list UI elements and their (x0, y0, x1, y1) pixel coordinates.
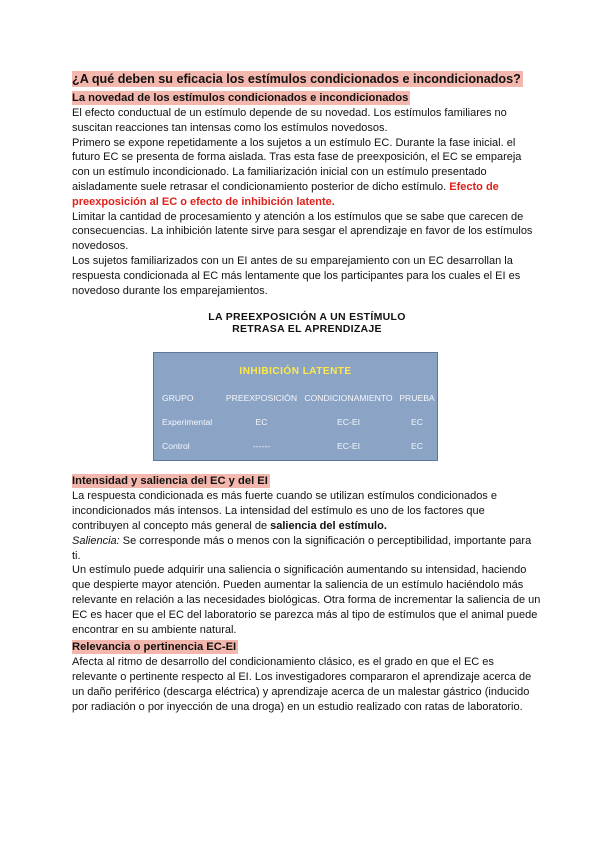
section-heading-novedad: La novedad de los estímulos condicionados e incondicionados (72, 92, 409, 104)
table-cell: Experimental (162, 417, 213, 428)
paragraph: Limitar la cantidad de procesamiento y atención a los estímulos que se sabe que carecen de consecuencias. La inhibición latente sirve para sesgar el aprendizaje en favor de los estímulos novedosos. (72, 210, 533, 253)
paragraph-text: Se corresponde más o menos con la significación o perceptibilidad, importante para ti. (72, 534, 532, 562)
highlighted-term: Efecto de preexposición al EC o efecto de inhibición latente. (72, 180, 499, 208)
table-header: CONDICIONAMIENTO (304, 393, 393, 404)
paragraph: Afecta al ritmo de desarrollo del condicionamiento clásico, es el grado en que el EC es relevante o pertinente respecto al EI. Los investigadores compararon el aprendizaje acerca de un daño periférico (descarga eléctrica) y aprendizaje acerca de un malestar gástrico (inducido por radiación o por inyección de una droga) en un estudio realizado con ratas de laboratorio. (72, 656, 532, 713)
paragraph (72, 534, 542, 564)
figure-title (72, 311, 542, 335)
section-heading-intensidad: Intensidad y saliencia del EC y del EI (72, 475, 268, 488)
paragraph-text: La respuesta condicionada es más fuerte cuando se utilizan estímulos condicionados e incondicionados más intensos. La intensidad del estímulo es uno de los factores que contribuyen al concepto más general de (72, 490, 497, 532)
paragraph (72, 136, 542, 210)
document-title: ¿A qué deben su eficacia los estímulos condicionados e incondicionados? (72, 72, 521, 86)
table-cell: EC (411, 441, 423, 452)
table-header: PRUEBA (399, 393, 435, 404)
figure-title-line: LA PREEXPOSICIÓN A UN ESTÍMULO (208, 311, 406, 324)
paragraph: Los sujetos familiarizados con un EI antes de su emparejamiento con un EC desarrollan la respuesta condicionada al EC más lentamente que los participantes para los cuales el EI es novedoso durante los emparejamientos. (72, 254, 521, 297)
paragraph-text: Primero se expone repetidamente a los sujetos a un estímulo EC. Durante la fase inicial. el futuro EC se presenta de forma aislada. Tras esta fase de preexposición, el EC se empareja con un estímulo incondicionado. La familiarización inicial con un estímulo presentado aisladamente suele retrasar el condicionamiento posterior de dicho estímulo. (72, 136, 522, 193)
bold-term: saliencia del estímulo. (270, 519, 387, 532)
table-header: GRUPO (162, 393, 194, 404)
figure-box-title: INHIBICIÓN LATENTE (239, 366, 352, 378)
table-cell: EC-EI (337, 417, 360, 428)
table-cell: ------ (252, 441, 271, 452)
table-cell: EC (255, 417, 268, 428)
table-cell: EC-EI (337, 441, 360, 452)
italic-term: Saliencia: (72, 534, 120, 547)
section-heading-relevancia: Relevancia o pertinencia EC-EI (72, 641, 237, 654)
latent-inhibition-figure (153, 352, 438, 461)
figure-title-line: RETRASA EL APRENDIZAJE (232, 323, 382, 336)
paragraph (72, 489, 542, 533)
table-header: PREEXPOSICIÓN (225, 393, 298, 404)
paragraph: El efecto conductual de un estímulo depende de su novedad. Los estímulos familiares no suscitan reacciones tan intensas como los estímulos novedosos. (72, 107, 507, 134)
table-cell: EC (411, 417, 423, 428)
paragraph: Un estímulo puede adquirir una saliencia o significación aumentando su intensidad, haciendo que despierte mayor atención. Pueden aumentar la saliencia de un estímulo haciéndolo más relevante en relación a las necesidades biológicas. Otra forma de incrementar la saliencia de un EC es hacer que el EC del laboratorio se parezca más al tipo de estímulos que el animal puede encontrar en su ambiente natural. (72, 564, 541, 636)
document-page (72, 70, 542, 715)
table-cell: Control (162, 441, 190, 452)
